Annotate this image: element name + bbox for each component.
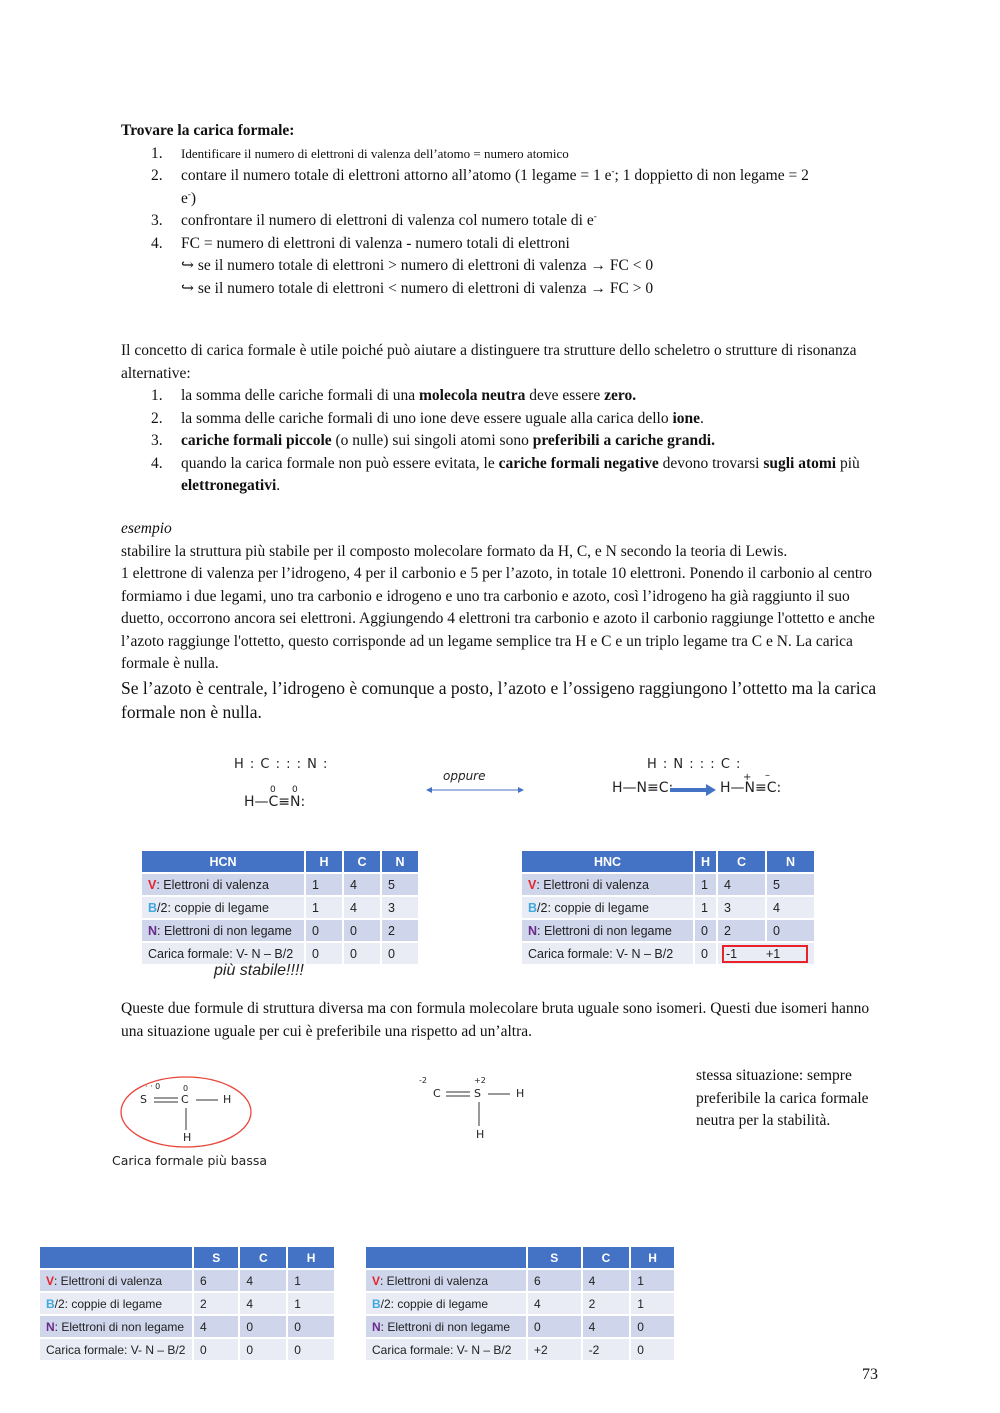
table-row: V: Elettroni di valenza 6 4 1 bbox=[40, 1269, 335, 1292]
sub-condition-negative: ↪ se il numero totale di elettroni > numero di elettroni di valenza → FC < 0 bbox=[181, 257, 654, 274]
atom-c: C bbox=[181, 1093, 189, 1106]
hcn-bond-structure: H—C≡N: bbox=[244, 794, 306, 810]
charge-minus-two: -2 bbox=[419, 1076, 427, 1085]
table-row: V: Elettroni di valenza 6 4 1 bbox=[366, 1269, 675, 1292]
list-item: 1. la somma delle cariche formali di una molecola neutra deve essere zero. bbox=[151, 387, 637, 404]
example-label: esempio bbox=[121, 520, 172, 537]
table-row: N: Elettroni di non legame 0 4 0 bbox=[366, 1315, 675, 1338]
example-paragraph-1: stabilire la struttura più stabile per il composto molecolare formato da H, C, e N secondo la teoria di Lewis. bbox=[121, 542, 788, 560]
transform-arrow-icon bbox=[668, 783, 718, 797]
table-row: B/2: coppie di legame 2 4 1 bbox=[40, 1292, 335, 1315]
hcn-dot-structure: H : C : : : N : bbox=[234, 757, 329, 772]
atom-h-right: H bbox=[516, 1087, 525, 1100]
table-row: Carica formale: V- N – B/2 0 0 0 bbox=[40, 1338, 335, 1360]
minus-charge: – bbox=[765, 770, 770, 781]
steps-list bbox=[121, 143, 881, 256]
isomers-paragraph: Queste due formule di struttura diversa ma con formula molecolare bruta uguale sono isomeri. Questi due isomeri hanno una situazione uguale per cui è preferibile una rispetto ad un’altra. bbox=[121, 1000, 870, 1040]
highlighted-charge-n: +1 bbox=[766, 946, 781, 961]
table-row: N: Elettroni di non legame 0 0 2 bbox=[142, 919, 419, 942]
table-row: B/2: coppie di legame 4 2 1 bbox=[366, 1292, 675, 1315]
hcn-zero-c: 0 bbox=[270, 785, 276, 795]
table-row: B/2: coppie di legame 1 4 3 bbox=[142, 896, 419, 919]
section-concept bbox=[121, 340, 881, 498]
hnc-bond-structure-right: H—N≡C: bbox=[720, 780, 782, 796]
atom-h-right-bottom: H bbox=[476, 1128, 485, 1141]
zero-label-c: 0 bbox=[183, 1084, 189, 1093]
atom-s-right: S bbox=[474, 1087, 481, 1100]
table-row: B/2: coppie di legame 1 3 4 bbox=[522, 896, 815, 919]
list-item: 4. FC = numero di elettroni di valenza - numero totali di elettroni bbox=[151, 234, 570, 252]
highlighted-charge-c: -1 bbox=[726, 946, 738, 961]
section-formal-charge bbox=[121, 120, 881, 300]
table-row: N: Elettroni di non legame 4 0 0 bbox=[40, 1315, 335, 1338]
atom-h: H bbox=[223, 1093, 232, 1106]
example-paragraph-3: Se l’azoto è centrale, l’idrogeno è comunque a posto, l’azoto e l’ossigeno raggiungono l’ottetto ma la carica formale non è nulla. bbox=[121, 677, 877, 722]
rules-list bbox=[121, 385, 881, 498]
piu-stabile-label: più stabile!!!! bbox=[214, 962, 304, 979]
page-number: 73 bbox=[862, 1366, 878, 1383]
section-example bbox=[121, 518, 881, 724]
oppure-label: oppure bbox=[443, 769, 486, 783]
hnc-dot-structure: H : N : : : C : bbox=[647, 757, 742, 772]
charge-plus-two: +2 bbox=[474, 1076, 486, 1085]
bonds-left bbox=[150, 1092, 230, 1132]
table-row: Carica formale: V- N – B/2 0 0 0 bbox=[142, 942, 419, 964]
resonance-arrow-icon bbox=[424, 784, 526, 796]
plus-charge: + bbox=[743, 772, 752, 783]
hcn-zero-n: 0 bbox=[292, 785, 298, 795]
dots: · · 0 bbox=[145, 1082, 161, 1091]
side-note: stessa situazione: sempre preferibile la carica formale neutra per la stabilità. bbox=[696, 1067, 869, 1129]
intro-paragraph: Il concetto di carica formale è utile poiché può aiutare a distinguere tra strutture dello scheletro o strutture di risonanza alternative: bbox=[121, 342, 857, 382]
table-row: Carica formale: V- N – B/2 0 -1 +1 bbox=[522, 942, 815, 964]
list-item: 3. cariche formali piccole (o nulle) sui singoli atomi sono preferibili a cariche grandi. bbox=[151, 432, 715, 449]
list-item: 4. quando la carica formale non può essere evitata, le cariche formali negative devono trovarsi sugli atomi più elettronegativi. bbox=[151, 454, 860, 494]
atom-s: S bbox=[140, 1093, 147, 1106]
section-heading: Trovare la carica formale: bbox=[121, 122, 295, 139]
table-row: Carica formale: V- N – B/2 +2 -2 0 bbox=[366, 1338, 675, 1360]
table-row: N: Elettroni di non legame 0 2 0 bbox=[522, 919, 815, 942]
table-s-c-h-b: S C H V: Elettroni di valenza 6 4 1 B/2: coppie di legame 4 2 1 N: Elettroni di non legame 0 4 0 Carica formale: V- N – B/2 +2 -2 0 bbox=[366, 1247, 676, 1360]
list-item: 3. confrontare il numero di elettroni di valenza col numero totale di e- bbox=[151, 210, 597, 229]
example-paragraph-2: 1 elettrone di valenza per l’idrogeno, 4 per il carbonio e 5 per l’azoto, in totale 10 elettroni. Ponendo il carbonio al centro formiamo i due legami, uno tra carbonio e idrogeno e uno tra carbonio e azoto, così l’idrogeno ha già raggiunto il suo duetto, occorrono ancora sei elettroni. Aggiungendo 4 elettroni tra carbonio e azoto il carbonio raggiunge l'ottetto e anche l’azoto raggiunge l'ottetto, questo corrisponde ad un legame semplice tra H e C e un triplo legame tra C e N. La carica formale è nulla. bbox=[121, 565, 875, 672]
list-item: 2. contare il numero totale di elettroni attorno all’atomo (1 legame = 1 e-; 1 doppietto di non legame = 2 e-) bbox=[151, 165, 809, 207]
table-row: V: Elettroni di valenza 1 4 5 bbox=[142, 873, 419, 896]
bonds-right bbox=[442, 1086, 525, 1128]
table-hnc: HNC H C N V: Elettroni di valenza 1 4 5 B/2: coppie di legame 1 3 4 N: Elettroni di non legame 0 2 0 Carica formale: V- N – B/2 0 -1 +1 bbox=[522, 851, 816, 964]
list-item: 1. Identificare il numero di elettroni di valenza dell’atomo = numero atomico bbox=[151, 144, 569, 162]
list-item: 2. la somma delle cariche formali di uno ione deve essere uguale alla carica dello ione. bbox=[151, 409, 704, 427]
sub-condition-positive: ↪ se il numero totale di elettroni < numero di elettroni di valenza → FC > 0 bbox=[181, 279, 654, 297]
table-hcn: HCN H C N V: Elettroni di valenza 1 4 5 B/2: coppie di legame 1 4 3 N: Elettroni di non legame 0 0 2 Carica formale: V- N – B/2 0 0 0 bbox=[142, 851, 420, 964]
atom-h-bottom: H bbox=[183, 1131, 192, 1144]
table-row: V: Elettroni di valenza 1 4 5 bbox=[522, 873, 815, 896]
lower-charge-caption: Carica formale più bassa bbox=[112, 1153, 268, 1168]
hnc-bond-structure-left: H—N≡C: bbox=[612, 780, 674, 796]
atom-c-right: C bbox=[433, 1087, 441, 1100]
table-s-c-h-a: S C H V: Elettroni di valenza 6 4 1 B/2: coppie di legame 2 4 1 N: Elettroni di non legame 4 0 0 Carica formale: V- N – B/2 0 0 0 bbox=[40, 1247, 336, 1360]
